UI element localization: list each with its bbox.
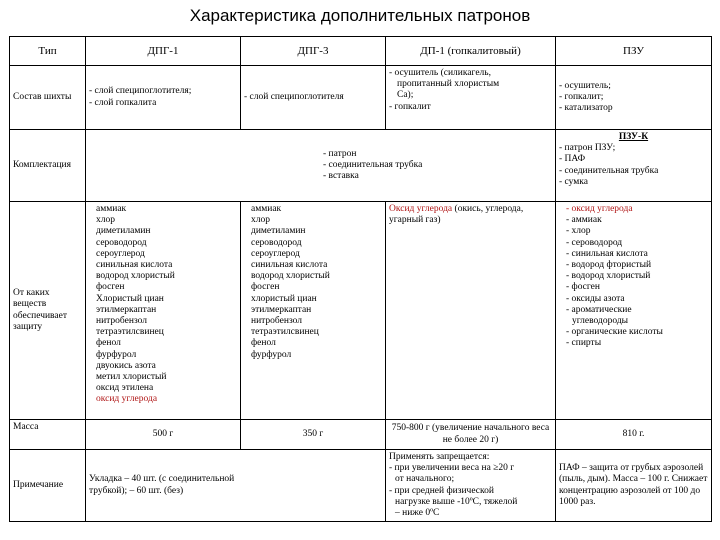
row-label: Состав шихты — [10, 66, 86, 130]
header-dpg3: ДПГ-3 — [241, 37, 386, 66]
row-note — [10, 450, 712, 522]
header-pzu: ПЗУ — [556, 37, 712, 66]
cell-pzu-composition: - осушитель; - гопкалит; - катализатор — [556, 66, 712, 130]
header-dp1: ДП-1 (гопкалитовый) — [386, 37, 556, 66]
cell-dpg1-mass: 500 г — [86, 420, 241, 450]
row-mass — [10, 420, 712, 450]
cell-dp1-composition: - осушитель (силикагель, пропитанный хлористым Са); - гопкалит — [386, 66, 556, 130]
cartridge-table — [9, 36, 712, 522]
cell-pzu-mass: 810 г. — [556, 420, 712, 450]
cell-dpg3-composition: - слой специпоглотителя — [241, 66, 386, 130]
cell-dp1-protection: Оксид углерода (окись, углерода, угарный газ) — [386, 202, 556, 420]
header-type: Тип — [10, 37, 86, 66]
row-protection — [10, 202, 712, 420]
cell-dp1-mass: 750-800 г (увеличение начального веса не более 20 г) — [386, 420, 556, 450]
cell-dpg-kit: - патрон - соединительная трубка - вставка — [86, 130, 556, 202]
header-row — [10, 37, 712, 66]
cell-dp1-note: Применять запрещается: - при увеличении веса на ≥20 г от начального; - при средней физической нагрузке выше -10ºС, тяжелой – ниже 0ºС — [386, 450, 556, 522]
row-label: От каких веществ обеспечивает защиту — [10, 202, 86, 420]
cell-dpg1-composition: - слой специпоглотителя; - слой гопкалита — [86, 66, 241, 130]
row-label: Примечание — [10, 450, 86, 522]
row-label: Комплектация — [10, 130, 86, 202]
row-composition — [10, 66, 712, 130]
cell-pzu-kit: ПЗУ-К - патрон ПЗУ; - ПАФ - соединительная трубка - сумка — [556, 130, 712, 202]
cell-dpg3-mass: 350 г — [241, 420, 386, 450]
header-dpg1: ДПГ-1 — [86, 37, 241, 66]
row-kit — [10, 130, 712, 202]
cell-dpg1-protection: аммиак хлор диметиламин сероводород сероуглерод синильная кислота водород хлористый фосген Хлористый циан этилмеркаптан нитробензол тетраэтилсвинец фенол фурфурол двуокись азота метил хлористый оксид этилена оксид углерода — [86, 202, 241, 420]
page-title: Характеристика дополнительных патронов — [189, 6, 531, 25]
row-label: Масса — [10, 420, 86, 450]
cell-pzu-note: ПАФ – защита от грубых аэрозолей (пыль, дым). Масса – 100 г. Снижает концентрацию аэрозолей от 100 до 1000 раз. — [556, 450, 712, 522]
cell-dpg3-protection: аммиак хлор диметиламин сероводород сероуглерод синильная кислота водород хлористый фосген хлористый циан этилмеркаптан нитробензол тетраэтилсвинец фенол фурфурол — [241, 202, 386, 420]
cell-pzu-protection: - оксид углерода - аммиак - хлор - сероводород - синильная кислота - водород фтористый - водород хлористый - фосген - оксиды азота - ароматические углеводороды - органические кислоты - спирты — [556, 202, 712, 420]
cell-dpg-note: Укладка – 40 шт. (с соединительной трубкой); – 60 шт. (без) — [86, 450, 386, 522]
